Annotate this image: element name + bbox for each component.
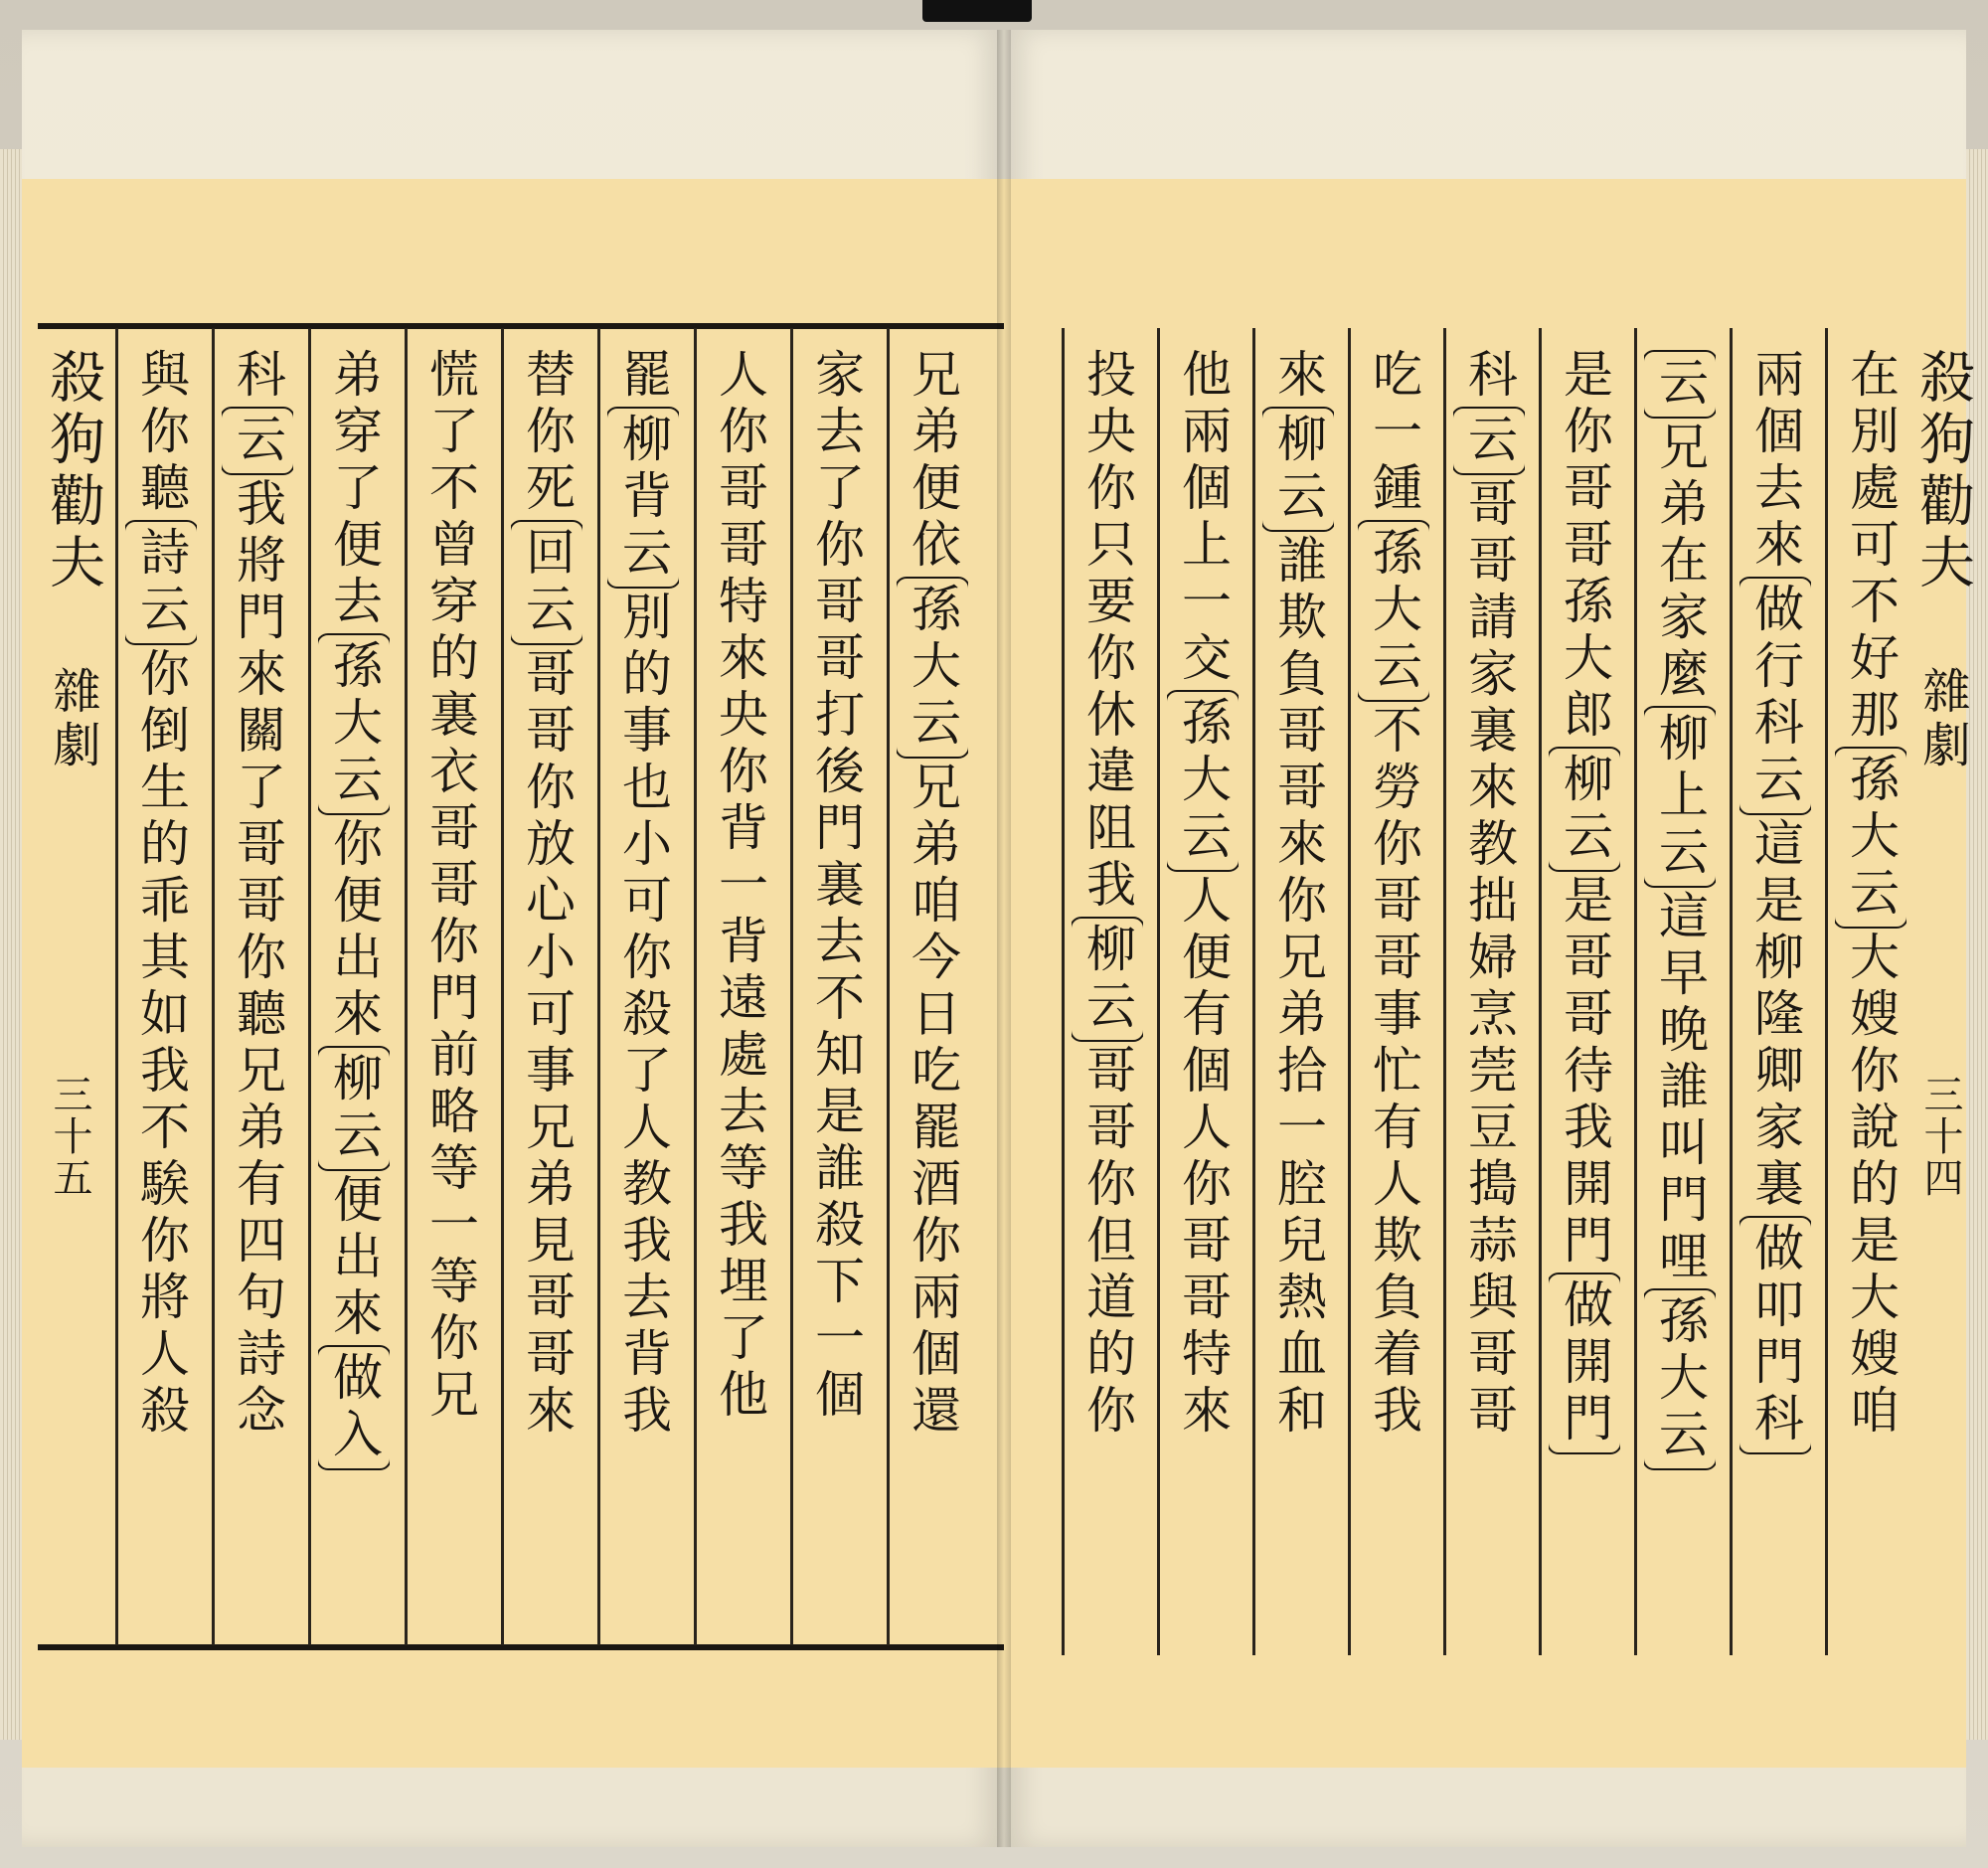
text-run: 人便有個人你哥哥特來 (1174, 874, 1232, 1441)
left-page (22, 30, 1004, 1847)
column-rule (212, 328, 215, 1645)
text-column (222, 348, 293, 1630)
speech-marker: 柳上云 (1644, 706, 1716, 888)
right-fold-title: 殺狗勸夫 (1910, 348, 1975, 594)
speech-marker: 孫大云 (1835, 747, 1906, 929)
text-run: 是你哥哥孫大郎 (1556, 348, 1613, 745)
speech-marker: 詩云 (125, 520, 197, 645)
text-run: 我將門來關了哥哥你聽兄弟有四句詩念 (229, 477, 286, 1441)
speech-marker: 柳云 (1072, 917, 1143, 1042)
text-column (1549, 348, 1620, 1630)
text-run: 罷 (614, 348, 672, 405)
text-run: 是哥哥待我開門 (1556, 874, 1613, 1271)
text-column (1740, 348, 1811, 1630)
text-column (511, 348, 582, 1630)
book-gutter (997, 30, 1011, 1847)
column-rule (1252, 328, 1255, 1655)
column-rule (1634, 328, 1637, 1655)
text-column (1072, 348, 1143, 1630)
text-run: 來 (1269, 348, 1327, 405)
text-run: 弟穿了便去 (325, 348, 383, 631)
column-rule (115, 328, 118, 1645)
text-run: 便出來 (325, 1173, 383, 1343)
left-fold-title: 殺狗勸夫 (41, 348, 105, 594)
text-column (318, 348, 390, 1630)
speech-marker: 云 (1644, 350, 1716, 419)
column-rule (790, 328, 793, 1645)
left-fold-category: 雜劇 (45, 666, 100, 773)
text-run: 兄弟咱今日吃罷酒你兩個還 (904, 761, 961, 1441)
column-rule (597, 328, 600, 1645)
column-rule (1157, 328, 1160, 1655)
text-column (1453, 348, 1525, 1630)
text-run: 不勞你哥哥事忙有人欺負着我 (1365, 704, 1422, 1441)
speech-marker: 做叩門科 (1740, 1216, 1811, 1454)
left-folio: 三十五 (47, 1074, 92, 1199)
text-column (1262, 348, 1334, 1630)
column-rule (405, 328, 408, 1645)
speech-marker: 孫大云 (318, 633, 390, 815)
text-run: 科 (229, 348, 286, 405)
column-rule (501, 328, 504, 1645)
right-folio: 三十四 (1917, 1074, 1963, 1199)
column-rule (1825, 328, 1828, 1655)
text-run: 在別處可不好那 (1842, 348, 1900, 745)
text-run: 科 (1460, 348, 1518, 405)
text-run: 別的事也小可你殺了人教我去背我 (614, 591, 672, 1441)
column-rule (1539, 328, 1542, 1655)
speech-marker: 做入 (318, 1345, 390, 1470)
text-run: 投央你只要你休違阻我 (1078, 348, 1136, 915)
text-run: 哥哥你但道的你 (1078, 1044, 1136, 1441)
column-rule (887, 328, 890, 1645)
speech-marker: 做開門 (1549, 1273, 1620, 1454)
speech-marker: 做行科云 (1740, 577, 1811, 815)
text-run: 這早晚誰叫門哩 (1651, 890, 1709, 1286)
speech-marker: 云 (1453, 407, 1525, 475)
text-column (704, 348, 775, 1630)
text-run: 家去了你哥哥打後門裏去不知是誰殺下一個 (807, 348, 865, 1425)
text-column (897, 348, 968, 1630)
column-rule (1443, 328, 1446, 1655)
left-page-edges (0, 149, 22, 1740)
text-column (414, 348, 486, 1630)
speech-marker: 回云 (511, 520, 582, 645)
text-run: 哥哥你放心小可事兄弟見哥哥來 (518, 647, 576, 1441)
book-spine-top (922, 0, 1032, 22)
column-rule (1730, 328, 1733, 1655)
text-run: 他兩個上一交 (1174, 348, 1232, 688)
speech-marker: 孫大云 (897, 577, 968, 759)
text-run: 哥哥請家裏來教拙婦烹莞豆搗蒜與哥哥 (1460, 477, 1518, 1441)
column-rule (308, 328, 311, 1645)
text-column (607, 348, 679, 1630)
text-run: 吃一鍾 (1365, 348, 1422, 518)
speech-marker: 柳云 (1549, 747, 1620, 872)
speech-marker: 云 (222, 407, 293, 475)
text-run: 與你聽 (132, 348, 190, 518)
text-run: 兄弟便依 (904, 348, 961, 575)
speech-marker: 柳云 (318, 1046, 390, 1171)
text-run: 慌了不曾穿的裏衣哥哥你門前略等一等你兄 (421, 348, 479, 1425)
column-rule (694, 328, 697, 1645)
text-column (125, 348, 197, 1630)
text-column (800, 348, 872, 1630)
speech-marker: 孫大云 (1644, 1288, 1716, 1470)
speech-marker: 柳云 (1262, 407, 1334, 532)
column-rule (1348, 328, 1351, 1655)
speech-marker: 孫大云 (1167, 690, 1239, 872)
text-column (1167, 348, 1239, 1630)
text-column (1358, 348, 1429, 1630)
text-column (1835, 348, 1906, 1630)
speech-marker: 孫大云 (1358, 520, 1429, 702)
text-column (1644, 348, 1716, 1630)
text-run: 兩個去來 (1746, 348, 1804, 575)
speech-marker: 柳背云 (607, 407, 679, 589)
text-run: 你倒生的乖其如我不騃你將人殺 (132, 647, 190, 1441)
text-run: 你便出來 (325, 817, 383, 1044)
column-rule (1062, 328, 1065, 1655)
text-run: 人你哥哥特來央你背一背遠處去等我埋了他 (711, 348, 768, 1425)
text-run: 大嫂你說的是大嫂咱 (1842, 931, 1900, 1441)
text-run: 這是柳隆卿家裏 (1746, 817, 1804, 1214)
right-page (1004, 30, 1975, 1847)
text-run: 替你死 (518, 348, 576, 518)
right-fold-category: 雜劇 (1914, 666, 1970, 773)
text-run: 兄弟在家麼 (1651, 421, 1709, 704)
text-run: 誰欺負哥哥來你兄弟拾一腔兒熱血和 (1269, 534, 1327, 1441)
